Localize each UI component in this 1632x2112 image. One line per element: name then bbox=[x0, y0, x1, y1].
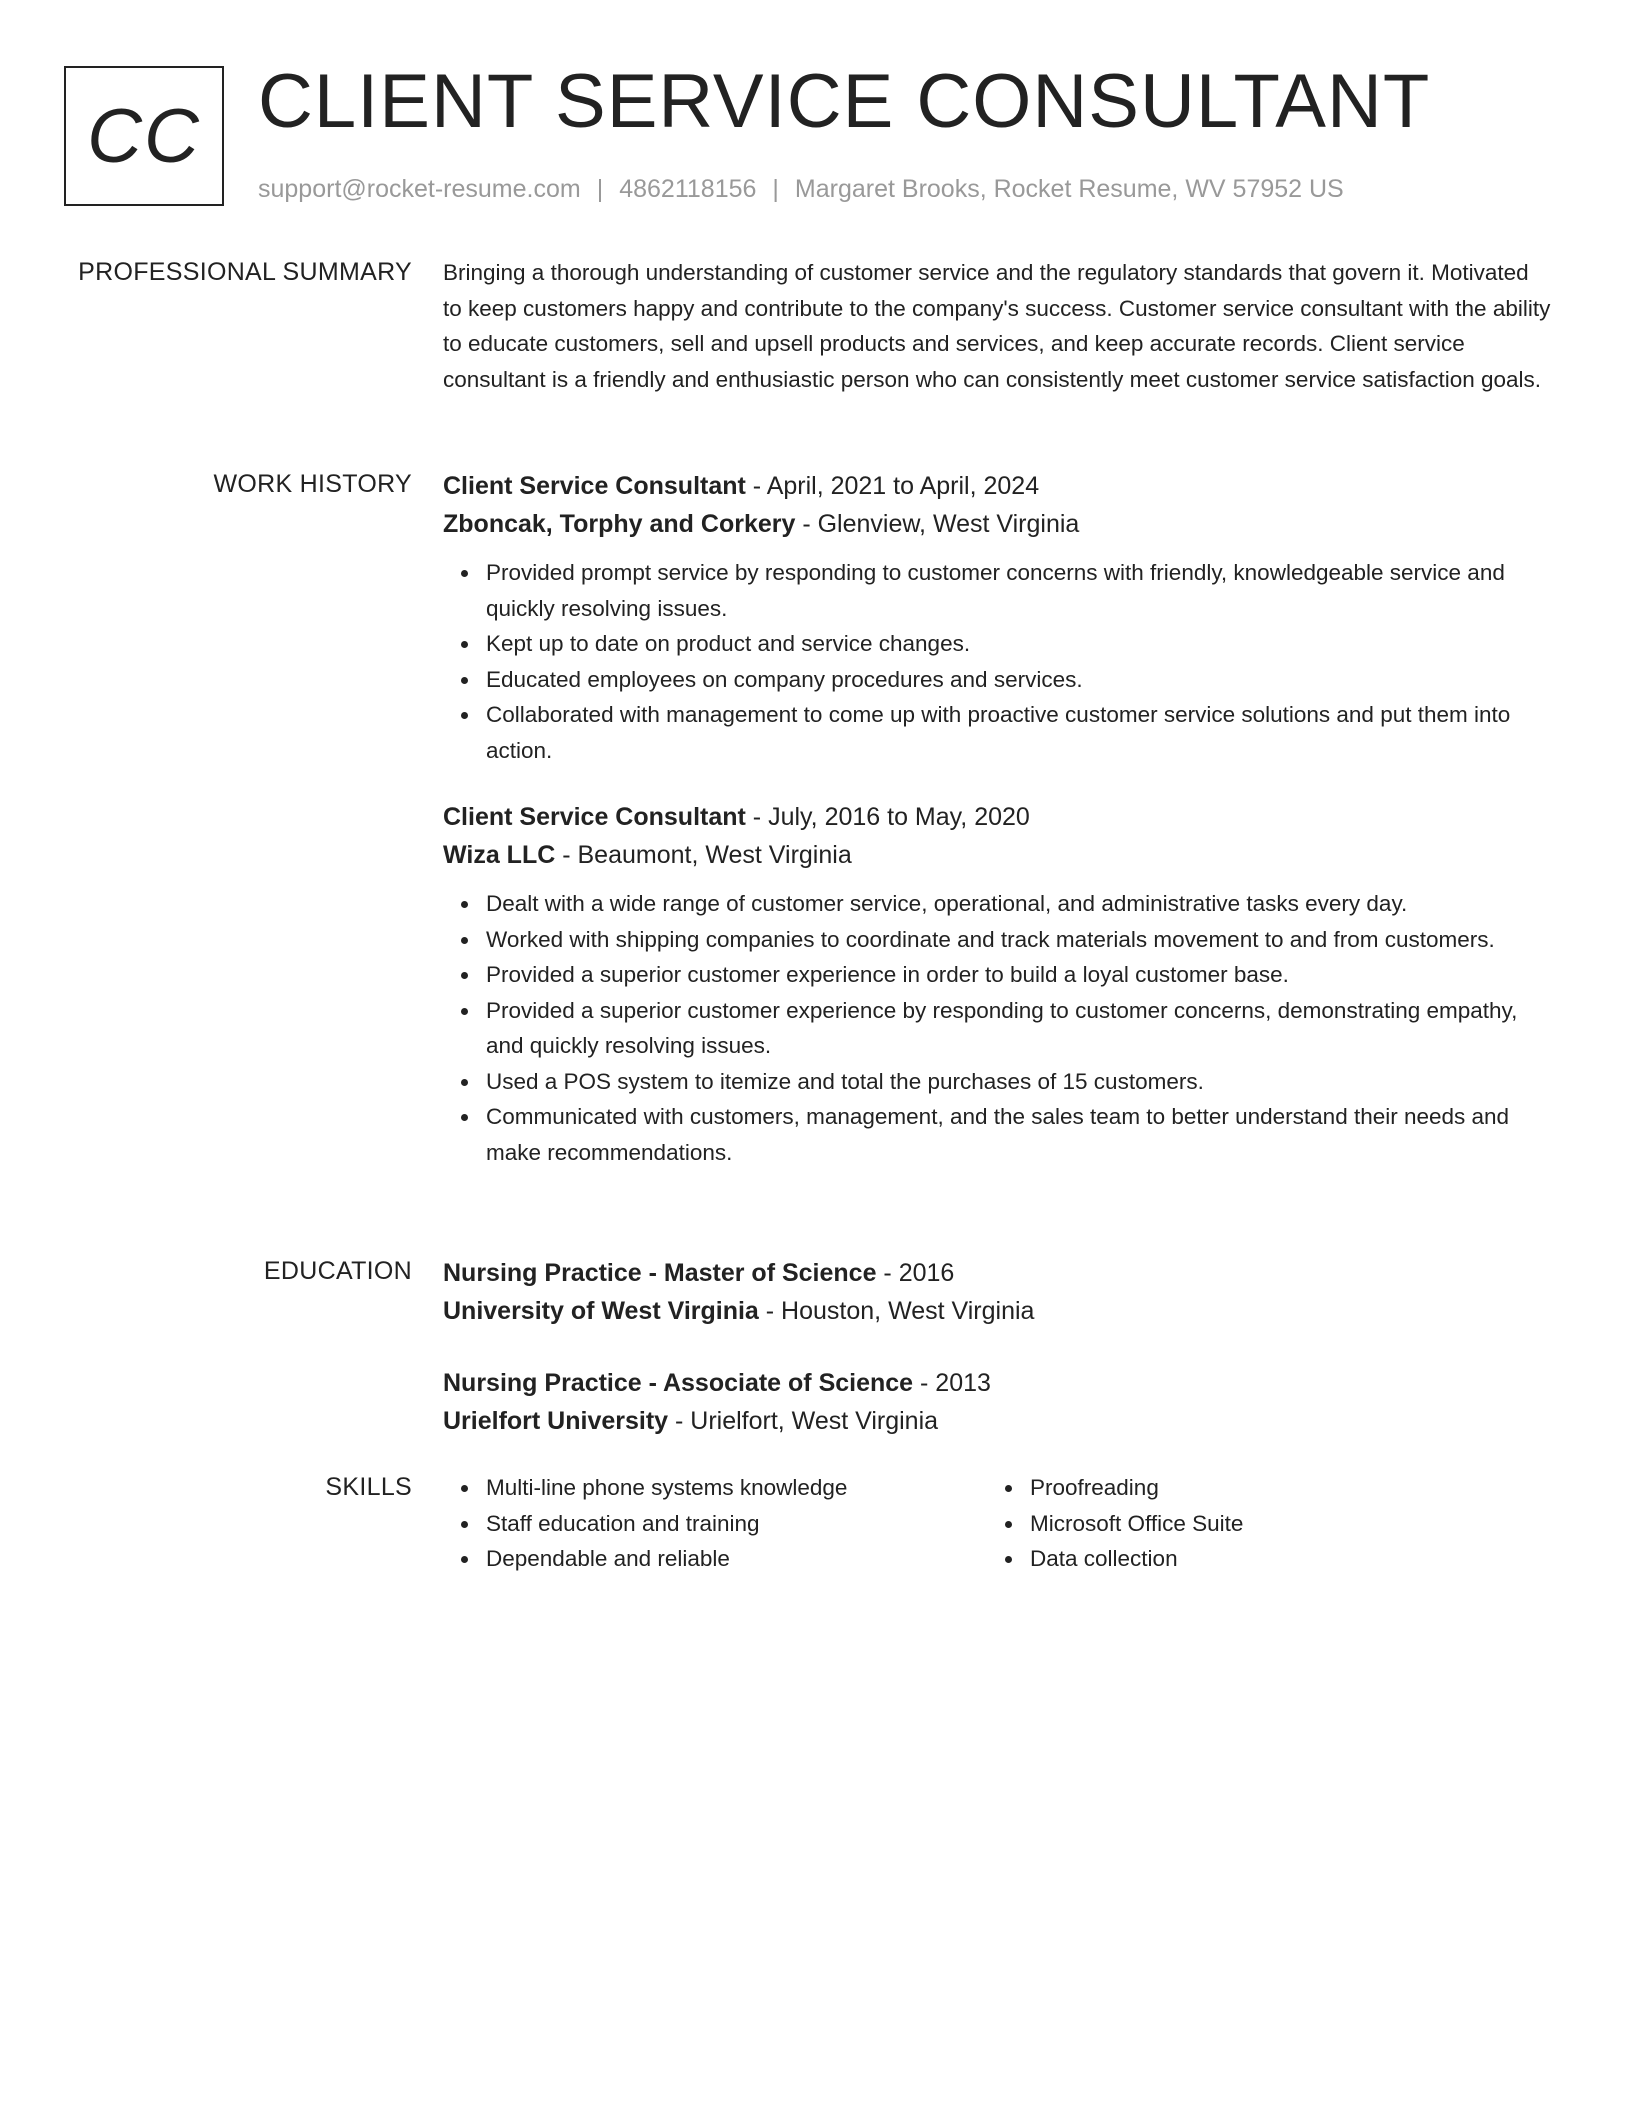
degree-name: Nursing Practice - Master of Science bbox=[443, 1259, 877, 1287]
list-item: Communicated with customers, management, and the sales team to better understand their needs and make recommendations. bbox=[486, 1099, 1553, 1170]
job-location: - Beaumont, West Virginia bbox=[555, 841, 852, 869]
degree-name: Nursing Practice - Associate of Science bbox=[443, 1369, 914, 1397]
skills-body bbox=[443, 1470, 1553, 1577]
job-title-line bbox=[443, 467, 1553, 505]
skills-columns bbox=[443, 1470, 1553, 1577]
list-item: Educated employees on company procedures and services. bbox=[486, 662, 1553, 698]
list-item: Kept up to date on product and service changes. bbox=[486, 626, 1553, 662]
job-company: Zboncak, Torphy and Corkery bbox=[443, 510, 796, 538]
education-entry bbox=[443, 1364, 1553, 1440]
skills-list bbox=[987, 1470, 1531, 1577]
job-entry bbox=[443, 798, 1553, 1170]
list-item: Multi-line phone systems knowledge bbox=[486, 1470, 987, 1506]
job-bullets bbox=[443, 555, 1553, 768]
list-item: Data collection bbox=[1030, 1541, 1531, 1577]
degree-line bbox=[443, 1254, 1553, 1292]
skills-column-left bbox=[443, 1470, 987, 1577]
job-title: Client Service Consultant bbox=[443, 803, 746, 831]
degree-year: - 2016 bbox=[876, 1259, 955, 1287]
job-dates: - April, 2021 to April, 2024 bbox=[745, 472, 1040, 500]
contact-separator: | bbox=[772, 175, 779, 203]
job-company-line bbox=[443, 505, 1553, 543]
resume-title: CLIENT SERVICE CONSULTANT bbox=[258, 59, 1431, 144]
contact-phone: 4862118156 bbox=[619, 175, 757, 203]
skills-column-right bbox=[987, 1470, 1531, 1577]
school-line bbox=[443, 1292, 1553, 1330]
list-item: Staff education and training bbox=[486, 1506, 987, 1542]
list-item: Provided a superior customer experience by responding to customer concerns, demonstrating empathy, and quickly resolving issues. bbox=[486, 993, 1553, 1064]
skills-heading: SKILLS bbox=[325, 1473, 412, 1501]
job-bullets bbox=[443, 886, 1553, 1170]
contact-line bbox=[258, 172, 1344, 206]
job-company: Wiza LLC bbox=[443, 841, 556, 869]
job-title-line bbox=[443, 798, 1553, 836]
skills-list bbox=[443, 1470, 987, 1577]
list-item: Used a POS system to itemize and total the purchases of 15 customers. bbox=[486, 1064, 1553, 1100]
list-item: Proofreading bbox=[1030, 1470, 1531, 1506]
school-name: Urielfort University bbox=[443, 1407, 669, 1435]
list-item: Dealt with a wide range of customer service, operational, and administrative tasks every day. bbox=[486, 886, 1553, 922]
school-line bbox=[443, 1402, 1553, 1440]
job-title: Client Service Consultant bbox=[443, 472, 746, 500]
monogram-badge: CC bbox=[64, 66, 224, 206]
job-location: - Glenview, West Virginia bbox=[795, 510, 1080, 538]
work-history-heading: WORK HISTORY bbox=[213, 470, 412, 498]
school-location: - Urielfort, West Virginia bbox=[668, 1407, 939, 1435]
degree-year: - 2013 bbox=[913, 1369, 991, 1397]
list-item: Provided a superior customer experience in order to build a loyal customer base. bbox=[486, 957, 1553, 993]
education-body bbox=[443, 1254, 1553, 1440]
education-heading: EDUCATION bbox=[263, 1257, 412, 1285]
job-company-line bbox=[443, 836, 1553, 874]
contact-email: support@rocket-resume.com bbox=[258, 175, 581, 203]
summary-body bbox=[443, 255, 1553, 397]
summary-heading: PROFESSIONAL SUMMARY bbox=[78, 258, 412, 286]
list-item: Worked with shipping companies to coordinate and track materials movement to and from customers. bbox=[486, 922, 1553, 958]
list-item: Microsoft Office Suite bbox=[1030, 1506, 1531, 1542]
list-item: Dependable and reliable bbox=[486, 1541, 987, 1577]
list-item: Collaborated with management to come up with proactive customer service solutions and put them into action. bbox=[486, 697, 1553, 768]
summary-text: Bringing a thorough understanding of customer service and the regulatory standards that govern it. Motivated to keep customers happy and contribute to the company's success. Customer service consultant with the ability to educate customers, sell and upsell products and services, and keep accurate records. Client service consultant is a friendly and enthusiastic person who can consistently meet customer service satisfaction goals. bbox=[443, 260, 1551, 392]
contact-address: Margaret Brooks, Rocket Resume, WV 57952 US bbox=[794, 175, 1344, 203]
school-name: University of West Virginia bbox=[443, 1297, 759, 1325]
contact-separator: | bbox=[596, 175, 604, 203]
job-dates: - July, 2016 to May, 2020 bbox=[745, 803, 1030, 831]
job-entry bbox=[443, 467, 1553, 768]
list-item: Provided prompt service by responding to customer concerns with friendly, knowledgeable service and quickly resolving issues. bbox=[486, 555, 1553, 626]
education-entry bbox=[443, 1254, 1553, 1330]
work-history-body bbox=[443, 467, 1553, 1170]
school-location: - Houston, West Virginia bbox=[758, 1297, 1035, 1325]
degree-line bbox=[443, 1364, 1553, 1402]
